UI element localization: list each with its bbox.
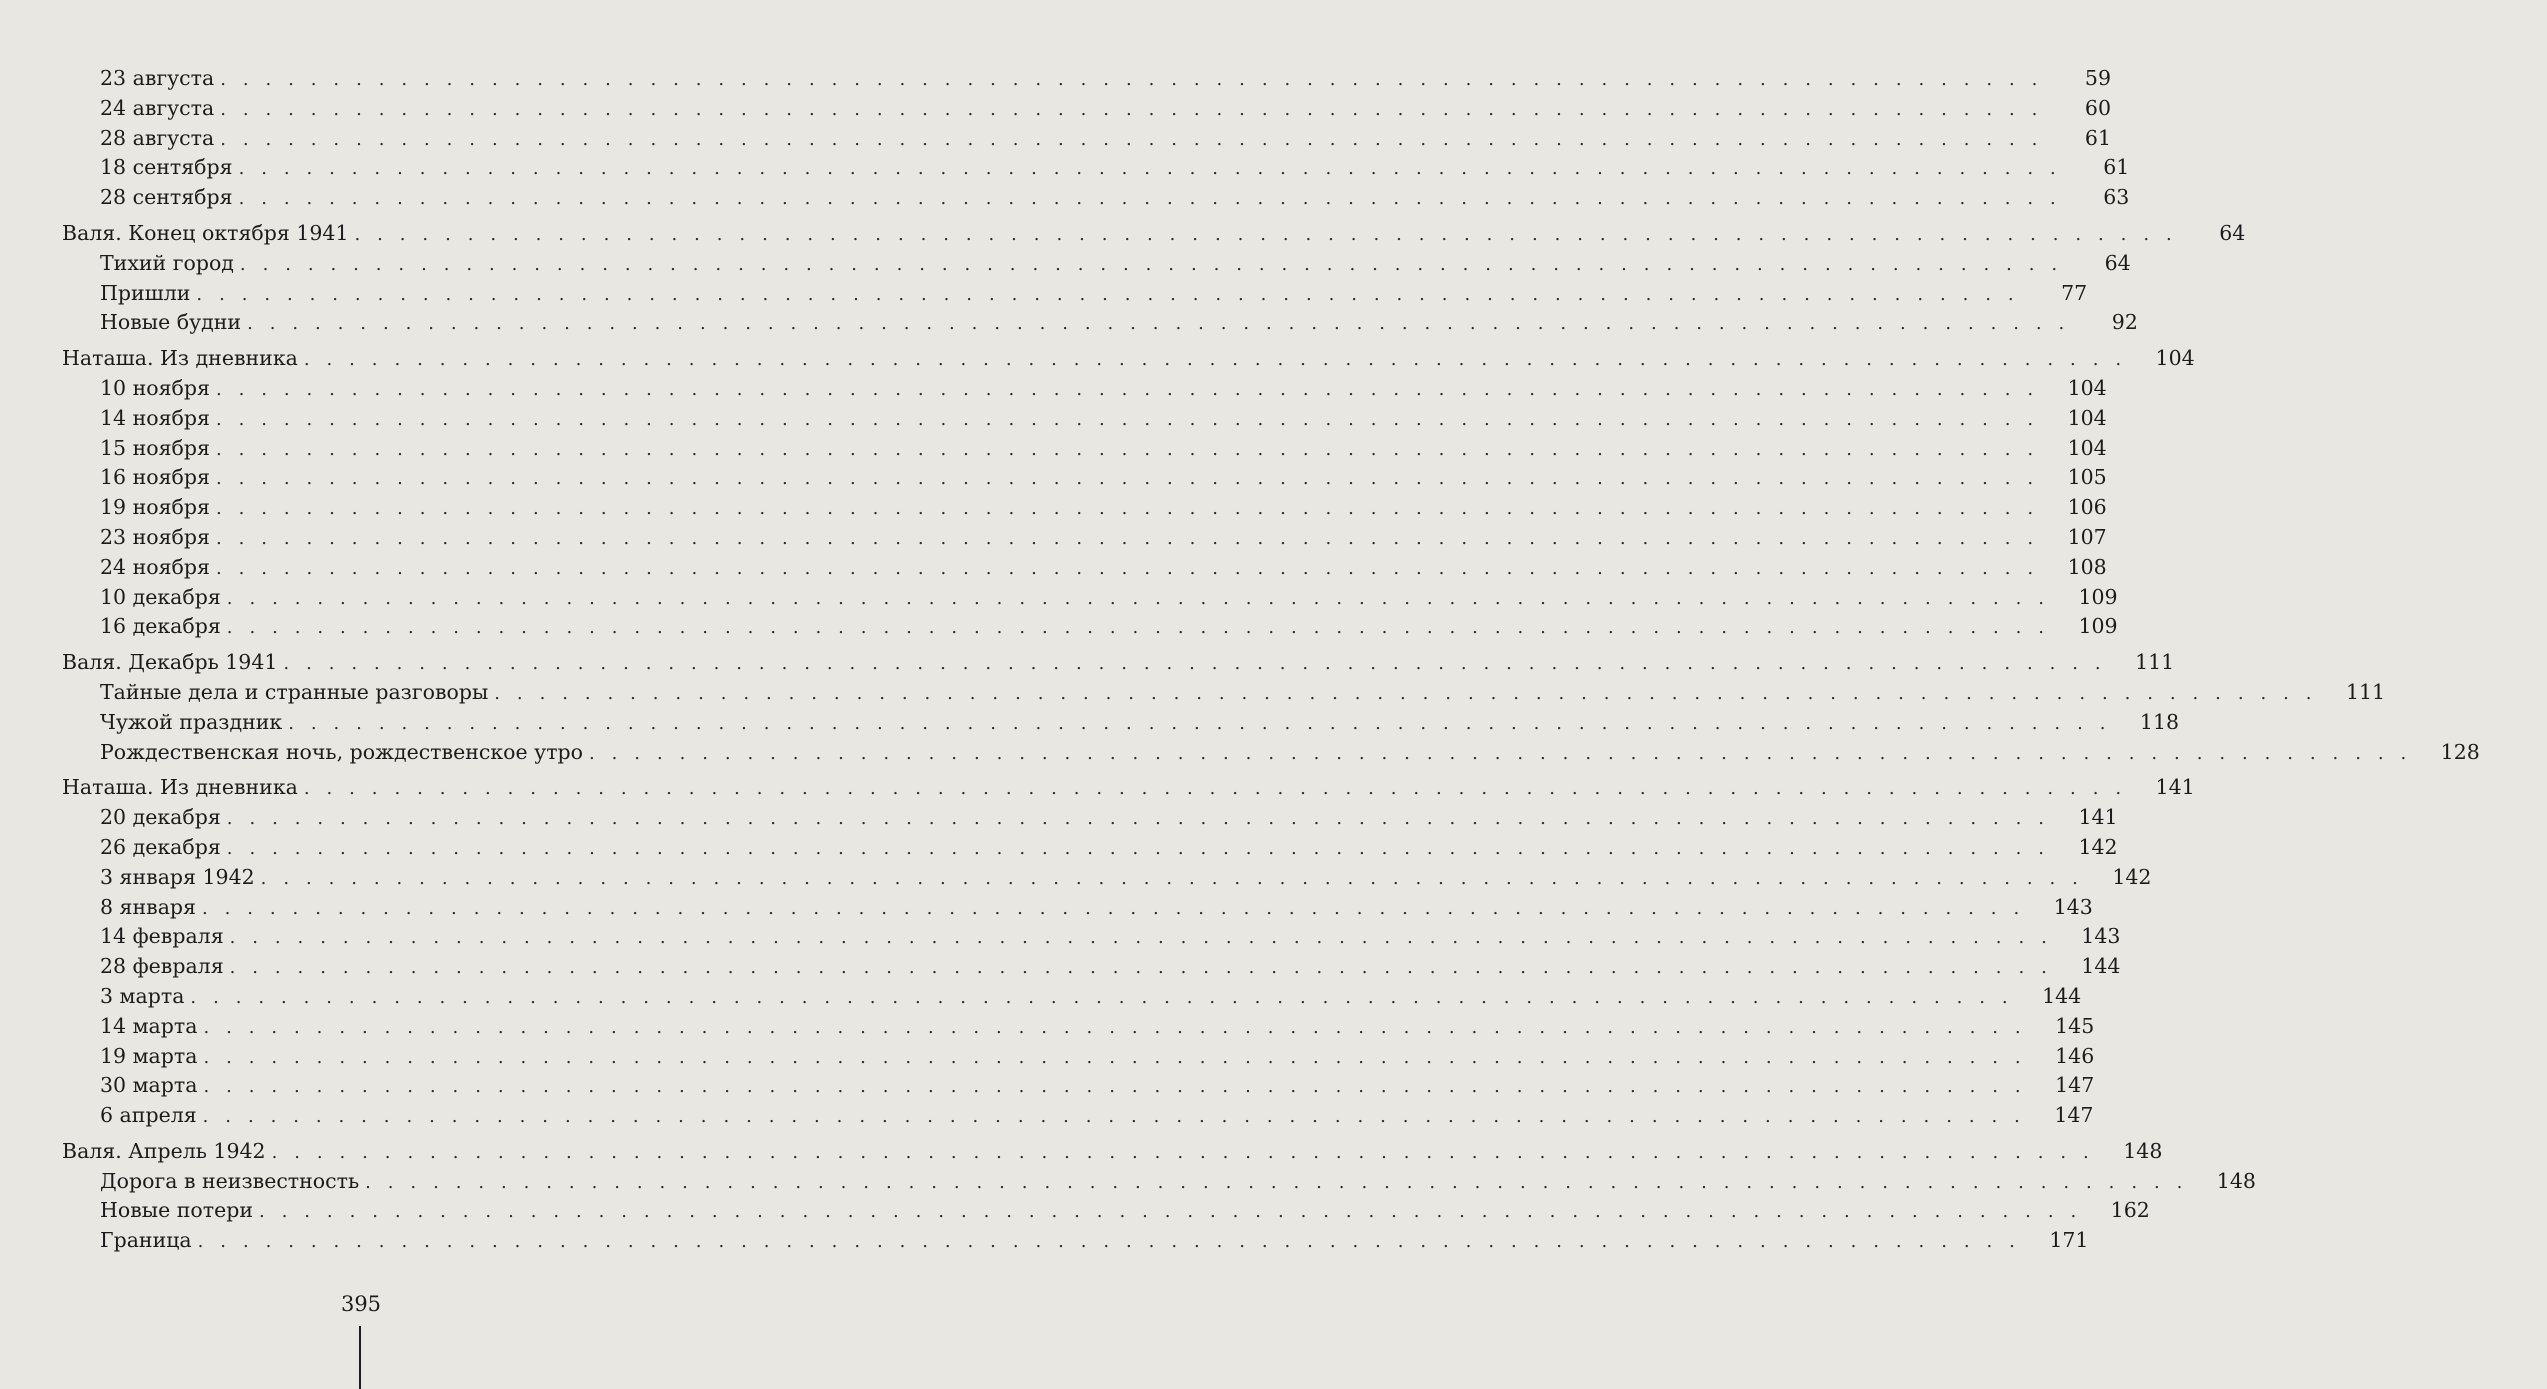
toc-page-number: 148 [2216,1168,2256,1193]
toc-entry-title: 3 января 1942 [100,864,255,889]
toc-entry-row [0,1196,2150,1226]
dot-leader: . . . . . . . . . . . . . . . . . . . . . . . . . . . . . . . . . . . . . . . . . . . . . . . . . . . . . . . . . . . . . . . . . . . . . . . . . . . . . . . . . [190,986,2014,1008]
toc-entry-row [0,523,2107,553]
toc-entry-row [0,463,2107,493]
dot-leader: . . . . . . . . . . . . . . . . . . . . . . . . . . . . . . . . . . . . . . . . . . . . . . . . . . . . . . . . . . . . . . . . . . . . . . . . . . . . . . . . . [260,867,2084,889]
toc-entry-row [0,404,2107,434]
toc-entry-title: 23 августа [100,66,215,90]
toc-page-number: 61 [2103,155,2130,180]
toc-page-number: 147 [2054,1103,2094,1128]
toc-entry-row [0,952,2121,982]
toc-entry-title: Наташа. Из дневника [62,346,298,371]
toc-entry-title: 20 декабря [100,805,221,830]
dot-leader: . . . . . . . . . . . . . . . . . . . . . . . . . . . . . . . . . . . . . . . . . . . . . . . . . . . . . . . . . . . . . . . . . . . . . . . . . . . . . . . . . [215,378,2039,400]
toc-entry-row [0,1042,2095,1072]
toc-entry-title: Тихий город [100,250,234,275]
dot-leader: . . . . . . . . . . . . . . . . . . . . . . . . . . . . . . . . . . . . . . . . . . . . . . . . . . . . . . . . . . . . . . . . . . . . . . . . . . . . . . . . . [220,98,2044,120]
toc-entry-row [0,183,2130,213]
dot-leader: . . . . . . . . . . . . . . . . . . . . . . . . . . . . . . . . . . . . . . . . . . . . . . . . . . . . . . . . . . . . . . . . . . . . . . . . . . . . . . . . . [215,468,2039,490]
dot-leader: . . . . . . . . . . . . . . . . . . . . . . . . . . . . . . . . . . . . . . . . . . . . . . . . . . . . . . . . . . . . . . . . . . . . . . . . . . . . . . . . . [365,1171,2188,1193]
toc-page-number: 61 [2084,125,2112,150]
page-spine-rule [359,1326,361,1389]
toc-page-number: 143 [2081,924,2121,949]
dot-leader: . . . . . . . . . . . . . . . . . . . . . . . . . . . . . . . . . . . . . . . . . . . . . . . . . . . . . . . . . . . . . . . . . . . . . . . . . . . . . . . . . [215,557,2039,579]
dot-leader: . . . . . . . . . . . . . . . . . . . . . . . . . . . . . . . . . . . . . . . . . . . . . . . . . . . . . . . . . . . . . . . . . . . . . . . . . . . . . . . . . [220,128,2044,150]
dot-leader: . . . . . . . . . . . . . . . . . . . . . . . . . . . . . . . . . . . . . . . . . . . . . . . . . . . . . . . . . . . . . . . . . . . . . . . . . . . . . . . . . [229,927,2053,949]
dot-leader: . . . . . . . . . . . . . . . . . . . . . . . . . . . . . . . . . . . . . . . . . . . . . . . . . . . . . . . . . . . . . . . . . . . . . . . . . . . . . . . . . [494,682,2318,704]
dot-leader: . . . . . . . . . . . . . . . . . . . . . . . . . . . . . . . . . . . . . . . . . . . . . . . . . . . . . . . . . . . . . . . . . . . . . . . . . . . . . . . . . [226,587,2050,609]
dot-leader: . . . . . . . . . . . . . . . . . . . . . . . . . . . . . . . . . . . . . . . . . . . . . . . . . . . . . . . . . . . . . . . . . . . . . . . . . . . . . . . . . [589,742,2412,764]
toc-entry-title: 3 марта [100,983,185,1008]
toc-page-number: 141 [2155,775,2195,800]
toc-entry-title: 28 сентября [100,185,233,210]
toc-entry-title: 19 марта [100,1043,198,1068]
toc-entry-row [0,708,2180,738]
toc-entry-title: Валя. Декабрь 1941 [62,650,278,675]
toc-section [0,648,2480,767]
dot-leader: . . . . . . . . . . . . . . . . . . . . . . . . . . . . . . . . . . . . . . . . . . . . . . . . . . . . . . . . . . . . . . . . . . . . . . . . . . . . . . . . . [288,712,2112,734]
dot-leader: . . . . . . . . . . . . . . . . . . . . . . . . . . . . . . . . . . . . . . . . . . . . . . . . . . . . . . . . . . . . . . . . . . . . . . . . . . . . . . . . . [197,1231,2021,1253]
toc-entry-row [0,1101,2094,1131]
dot-leader: . . . . . . . . . . . . . . . . . . . . . . . . . . . . . . . . . . . . . . . . . . . . . . . . . . . . . . . . . . . . . . . . . . . . . . . . . . . . . . . . . [215,498,2039,520]
dot-leader: . . . . . . . . . . . . . . . . . . . . . . . . . . . . . . . . . . . . . . . . . . . . . . . . . . . . . . . . . . . . . . . . . . . . . . . . . . . . . . . . . [226,617,2050,639]
toc-entry-title: Наташа. Из дневника [62,775,298,800]
toc-page-number: 144 [2081,954,2121,979]
toc-entry-title: 14 ноября [100,405,210,430]
toc-entry-row [0,678,2386,708]
toc-entry-title: Новые будни [100,310,242,335]
toc-page-number: 77 [2061,280,2088,305]
toc-entry-title: Дорога в неизвестность [100,1168,360,1193]
toc-page-number: 64 [2104,250,2131,275]
toc-entry-title: 15 ноября [100,435,210,460]
dot-leader: . . . . . . . . . . . . . . . . . . . . . . . . . . . . . . . . . . . . . . . . . . . . . . . . . . . . . . . . . . . . . . . . . . . . . . . . . . . . . . . . . [239,253,2063,275]
toc-entry-title: 10 ноября [100,375,210,400]
toc-entry-row [0,153,2130,183]
toc-entry-row [0,738,2480,768]
toc-entry-row [0,583,2118,613]
toc-page-number: 142 [2078,834,2118,859]
toc-section [0,64,2130,213]
toc-entry-row [0,803,2118,833]
toc-entry-row [0,94,2112,124]
toc-entry-row [0,1071,2095,1101]
dot-leader: . . . . . . . . . . . . . . . . . . . . . . . . . . . . . . . . . . . . . . . . . . . . . . . . . . . . . . . . . . . . . . . . . . . . . . . . . . . . . . . . . [203,1046,2027,1068]
toc-entry-row [0,833,2118,863]
toc-page-number: 104 [2067,405,2107,430]
toc-entry-row [0,493,2107,523]
toc-entry-row [0,124,2112,154]
toc-page-number: 106 [2067,495,2107,520]
toc-entry-title: 16 декабря [100,614,221,639]
toc-page-number: 142 [2112,864,2152,889]
toc-chapter-row [0,1137,2163,1167]
toc-page-number: 109 [2078,614,2118,639]
toc-chapter-row [0,773,2195,803]
toc-entry-title: Валя. Апрель 1942 [62,1138,266,1163]
toc-entry-title: 10 декабря [100,584,221,609]
toc-page-number: 148 [2123,1138,2163,1163]
toc-page-number: 128 [2440,739,2480,764]
dot-leader: . . . . . . . . . . . . . . . . . . . . . . . . . . . . . . . . . . . . . . . . . . . . . . . . . . . . . . . . . . . . . . . . . . . . . . . . . . . . . . . . . [238,158,2062,180]
toc-section [0,219,2246,338]
toc-entry-row [0,1226,2089,1256]
toc-entry-title: 8 января [100,894,196,919]
dot-leader: . . . . . . . . . . . . . . . . . . . . . . . . . . . . . . . . . . . . . . . . . . . . . . . . . . . . . . . . . . . . . . . . . . . . . . . . . . . . . . . . . [215,408,2039,430]
toc-entry-row [0,279,2088,309]
dot-leader: . . . . . . . . . . . . . . . . . . . . . . . . . . . . . . . . . . . . . . . . . . . . . . . . . . . . . . . . . . . . . . . . . . . . . . . . . . . . . . . . . [203,1076,2027,1098]
toc-page-number: 104 [2067,375,2107,400]
toc-entry-row [0,863,2152,893]
toc-page-number: 147 [2055,1073,2095,1098]
toc-page-number: 59 [2084,66,2112,90]
dot-leader: . . . . . . . . . . . . . . . . . . . . . . . . . . . . . . . . . . . . . . . . . . . . . . . . . . . . . . . . . . . . . . . . . . . . . . . . . . . . . . . . . [203,1016,2027,1038]
toc-page-number: 104 [2067,435,2107,460]
toc-section [0,344,2195,642]
toc-entry-title: 30 марта [100,1073,198,1098]
dot-leader: . . . . . . . . . . . . . . . . . . . . . . . . . . . . . . . . . . . . . . . . . . . . . . . . . . . . . . . . . . . . . . . . . . . . . . . . . . . . . . . . . [271,1141,2095,1163]
toc-entry-row [0,612,2118,642]
toc-page-number: 146 [2055,1043,2095,1068]
toc-entry-title: Пришли [100,280,191,305]
dot-leader: . . . . . . . . . . . . . . . . . . . . . . . . . . . . . . . . . . . . . . . . . . . . . . . . . . . . . . . . . . . . . . . . . . . . . . . . . . . . . . . . . [220,69,2044,90]
toc-page-number: 144 [2042,983,2082,1008]
dot-leader: . . . . . . . . . . . . . . . . . . . . . . . . . . . . . . . . . . . . . . . . . . . . . . . . . . . . . . . . . . . . . . . . . . . . . . . . . . . . . . . . . [247,313,2070,335]
toc-entry-title: 6 апреля [100,1103,197,1128]
dot-leader: . . . . . . . . . . . . . . . . . . . . . . . . . . . . . . . . . . . . . . . . . . . . . . . . . . . . . . . . . . . . . . . . . . . . . . . . . . . . . . . . . [226,837,2050,859]
toc-section [0,1137,2256,1256]
toc-entry-title: Чужой праздник [100,709,283,734]
dot-leader: . . . . . . . . . . . . . . . . . . . . . . . . . . . . . . . . . . . . . . . . . . . . . . . . . . . . . . . . . . . . . . . . . . . . . . . . . . . . . . . . . [354,223,2178,245]
dot-leader: . . . . . . . . . . . . . . . . . . . . . . . . . . . . . . . . . . . . . . . . . . . . . . . . . . . . . . . . . . . . . . . . . . . . . . . . . . . . . . . . . [303,778,2127,800]
toc-chapter-row [0,648,2175,678]
toc-page-number: 118 [2139,709,2180,734]
toc-page-number: 105 [2067,465,2107,490]
toc-section [0,773,2195,1131]
dot-leader: . . . . . . . . . . . . . . . . . . . . . . . . . . . . . . . . . . . . . . . . . . . . . . . . . . . . . . . . . . . . . . . . . . . . . . . . . . . . . . . . . [303,349,2127,371]
dot-leader: . . . . . . . . . . . . . . . . . . . . . . . . . . . . . . . . . . . . . . . . . . . . . . . . . . . . . . . . . . . . . . . . . . . . . . . . . . . . . . . . . [259,1201,2082,1223]
toc-page-number: 109 [2078,584,2118,609]
toc-entry-title: 28 февраля [100,954,224,979]
toc-entry-title: 23 ноября [100,524,210,549]
dot-leader: . . . . . . . . . . . . . . . . . . . . . . . . . . . . . . . . . . . . . . . . . . . . . . . . . . . . . . . . . . . . . . . . . . . . . . . . . . . . . . . . . [202,1106,2026,1128]
toc-entry-row [0,434,2107,464]
toc-chapter-row [0,219,2246,249]
toc-entry-title: 16 ноября [100,465,210,490]
toc-page-number: 63 [2103,185,2130,210]
toc-page-number: 111 [2345,679,2386,704]
toc-entry-title: 24 августа [100,95,215,120]
toc-entry-title: 19 ноября [100,495,210,520]
toc-entry-title: Валя. Конец октября 1941 [62,220,349,245]
toc-page-number: 60 [2084,95,2112,120]
toc-page-number: 141 [2078,805,2118,830]
dot-leader: . . . . . . . . . . . . . . . . . . . . . . . . . . . . . . . . . . . . . . . . . . . . . . . . . . . . . . . . . . . . . . . . . . . . . . . . . . . . . . . . . [215,438,2039,460]
toc-entry-title: Новые потери [100,1198,253,1223]
toc-entry-title: Рождественская ночь, рождественское утро [100,739,584,764]
toc-page-number: 92 [2111,310,2138,335]
dot-leader: . . . . . . . . . . . . . . . . . . . . . . . . . . . . . . . . . . . . . . . . . . . . . . . . . . . . . . . . . . . . . . . . . . . . . . . . . . . . . . . . . [196,283,2020,305]
toc-entry-row [0,64,2112,94]
dot-leader: . . . . . . . . . . . . . . . . . . . . . . . . . . . . . . . . . . . . . . . . . . . . . . . . . . . . . . . . . . . . . . . . . . . . . . . . . . . . . . . . . [283,653,2107,675]
toc-entry-row [0,553,2107,583]
toc-entry-title: 26 декабря [100,834,221,859]
toc-page-number: 171 [2049,1228,2089,1253]
toc-entry-title: 24 ноября [100,554,210,579]
toc-entry-row [0,374,2107,404]
toc-entry-title: Тайные дела и странные разговоры [100,679,489,704]
toc-entry-row [0,1012,2095,1042]
toc-entry-title: 14 марта [100,1013,198,1038]
toc-chapter-row [0,344,2195,374]
dot-leader: . . . . . . . . . . . . . . . . . . . . . . . . . . . . . . . . . . . . . . . . . . . . . . . . . . . . . . . . . . . . . . . . . . . . . . . . . . . . . . . . . [238,188,2062,210]
dot-leader: . . . . . . . . . . . . . . . . . . . . . . . . . . . . . . . . . . . . . . . . . . . . . . . . . . . . . . . . . . . . . . . . . . . . . . . . . . . . . . . . . [229,957,2053,979]
toc-page-number: 145 [2055,1013,2095,1038]
toc-entry-row [0,1167,2256,1197]
toc-entry-title: Граница [100,1228,192,1253]
page-number: 395 [340,1292,382,1316]
toc-page-number: 104 [2155,346,2195,371]
toc-page-number: 111 [2135,650,2175,675]
toc-entry-row [0,982,2082,1012]
toc-entry-row [0,922,2121,952]
toc-page-number: 143 [2053,894,2093,919]
dot-leader: . . . . . . . . . . . . . . . . . . . . . . . . . . . . . . . . . . . . . . . . . . . . . . . . . . . . . . . . . . . . . . . . . . . . . . . . . . . . . . . . . [201,897,2025,919]
toc-entry-title: 28 августа [100,125,215,150]
toc-page-number: 107 [2067,524,2107,549]
dot-leader: . . . . . . . . . . . . . . . . . . . . . . . . . . . . . . . . . . . . . . . . . . . . . . . . . . . . . . . . . . . . . . . . . . . . . . . . . . . . . . . . . [215,527,2039,549]
toc-page-number: 64 [2219,220,2246,245]
toc-entry-row [0,308,2138,338]
toc-entry-row [0,249,2131,279]
toc-entry-row [0,893,2093,923]
table-of-contents [0,64,2480,1262]
toc-page-number: 162 [2110,1198,2150,1223]
toc-page-number: 108 [2067,554,2107,579]
dot-leader: . . . . . . . . . . . . . . . . . . . . . . . . . . . . . . . . . . . . . . . . . . . . . . . . . . . . . . . . . . . . . . . . . . . . . . . . . . . . . . . . . [226,808,2050,830]
toc-entry-title: 18 сентября [100,155,233,180]
toc-entry-title: 14 февраля [100,924,224,949]
